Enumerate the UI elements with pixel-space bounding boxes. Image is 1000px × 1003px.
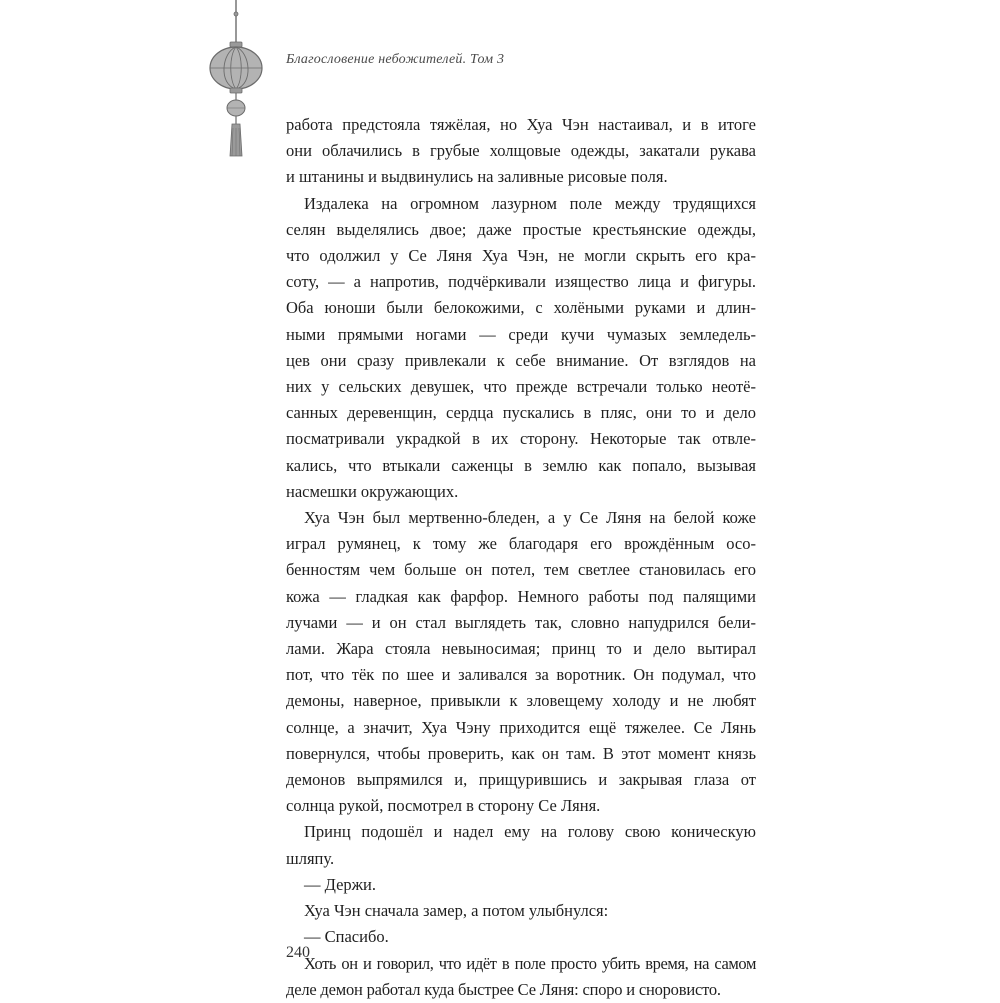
text-line: ными прямыми ногами — среди кучи чумазых земледель- bbox=[286, 324, 756, 344]
text-line: — Держи. bbox=[304, 874, 377, 894]
text-line: Хоть он и говорил, что идёт в поле просто убить время, на самом bbox=[304, 953, 756, 973]
running-title: Благословение небожителей. Том 3 bbox=[286, 52, 505, 67]
text-line: солнце, а значит, Хуа Чэну приходится ещё тяжелее. Се Лянь bbox=[286, 717, 756, 737]
text-line: работа предстояла тяжёлая, но Хуа Чэн настаивал, и в итоге bbox=[286, 115, 756, 134]
text-line: демонов выпрямился и, прищурившись и закрывая глаза от bbox=[286, 770, 756, 790]
text-line: соту, — а напротив, подчёркивали изящество лица и фигуры. bbox=[286, 272, 756, 292]
text-line: кались, что втыкали саженцы в землю как попало, вызывая bbox=[286, 455, 756, 475]
text-line: кожа — гладкая как фарфор. Немного работы под палящими bbox=[286, 586, 756, 606]
page-number: 240 bbox=[286, 944, 310, 961]
text-line: — Спасибо. bbox=[304, 927, 389, 947]
text-line: пот, что тёк по шее и заливался за воротник. Он подумал, что bbox=[286, 665, 756, 685]
text-line: них у сельских девушек, что прежде встречали только неотё- bbox=[286, 377, 756, 397]
text-line: Хуа Чэн сначала замер, а потом улыбнулся: bbox=[304, 901, 609, 921]
text-line: Издалека на огромном лазурном поле между трудящихся bbox=[304, 193, 756, 213]
text-line: демоны, наверное, привыкли к зловещему холоду и не любят bbox=[286, 691, 756, 711]
text-line: бенностям чем больше он потел, тем светлее становилась его bbox=[286, 560, 756, 580]
text-line: Хуа Чэн был мертвенно-бледен, а у Се Ляня на белой коже bbox=[304, 508, 756, 528]
hanging-lantern-icon bbox=[204, 0, 268, 162]
text-line: играл румянец, к тому же благодаря его врождённым осо- bbox=[286, 534, 756, 554]
text-line: что одолжил у Се Ляня Хуа Чэн, не могли скрыть его кра- bbox=[286, 246, 756, 266]
text-line: повернулся, чтобы проверить, как он там. В этот момент князь bbox=[286, 743, 756, 763]
body-text bbox=[286, 112, 756, 1003]
text-line: селян выделялись двое; даже простые крестьянские одежды, bbox=[286, 219, 756, 239]
text-line: лами. Жара стояла невыносимая; принц то и дело вытирал bbox=[286, 639, 756, 659]
text-line: цев они сразу привлекали к себе внимание. От взглядов на bbox=[286, 350, 756, 370]
text-line: насмешки окружающих. bbox=[286, 481, 459, 501]
text-line: деле демон работал куда быстрее Се Ляня: споро и сноровисто. bbox=[286, 979, 721, 999]
text-line: лучами — и он стал выглядеть так, словно напудрился бели- bbox=[286, 612, 756, 632]
text-line: Оба юноши были белокожими, с холёными руками и длин- bbox=[286, 298, 756, 318]
text-line: они облачились в грубые холщовые одежды, закатали рукава bbox=[286, 141, 756, 161]
text-line: Принц подошёл и надел ему на голову свою коническую bbox=[304, 822, 756, 842]
text-line: и штанины и выдвинулись на заливные рисовые поля. bbox=[286, 167, 668, 187]
text-line: шляпу. bbox=[286, 848, 335, 868]
text-line: посматривали украдкой в их сторону. Некоторые так отвле- bbox=[286, 429, 756, 449]
text-line: солнца рукой, посмотрел в сторону Се Ляня. bbox=[286, 796, 601, 816]
text-line: санных деревенщин, сердца пускались в пляс, они то и дело bbox=[286, 403, 756, 423]
